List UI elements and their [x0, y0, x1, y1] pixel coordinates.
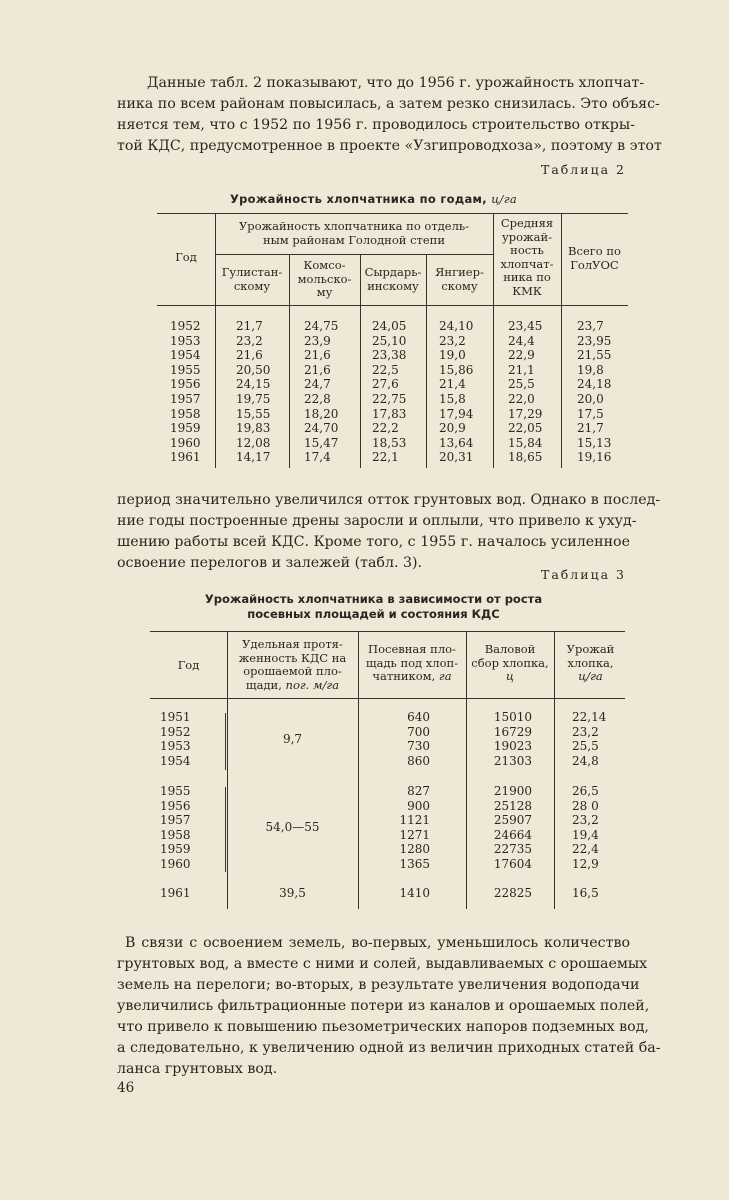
table3-cell: 25128 [493, 798, 532, 813]
text-line: шению работы всей КДС. Кроме того, с 1955 г. началось усиленное [117, 534, 630, 550]
header-line: Янгиер- [435, 265, 484, 279]
table3-years-group2 [160, 784, 191, 872]
table2-cell: 22,8 [304, 391, 331, 406]
table2-column-syrdarya [372, 319, 406, 465]
title-line: Урожайность хлопчатника в зависимости от роста [204, 592, 543, 606]
table2-divider [215, 213, 216, 468]
header-line: Посевная пло- [368, 642, 456, 656]
table3-cell: 900 [407, 798, 430, 813]
table2-cell: 23,2 [439, 333, 466, 348]
header-line: орошаемой пло- [243, 664, 342, 678]
header-line: скому [441, 278, 478, 293]
table2-header-komsomol [289, 259, 360, 300]
table2-header-year: Год [175, 250, 197, 264]
table2-cell: 25,5 [508, 377, 535, 392]
table2-cell: 15,47 [304, 435, 339, 450]
table3-cell: 16,5 [572, 886, 599, 900]
header-text: щади, [245, 677, 282, 692]
table3-cell-year: 1958 [160, 827, 191, 842]
table2-cell: 18,65 [508, 450, 543, 465]
table2-header-syrdarya [360, 266, 426, 293]
header-line: щадь под хлоп- [365, 655, 459, 670]
table3-kds-group3: 39,5 [279, 886, 306, 900]
table2-cell: 22,75 [372, 391, 407, 406]
table3-gross-group2 [480, 784, 532, 872]
table2-cell: 12,08 [236, 435, 271, 450]
table2-cell: 21,1 [508, 362, 535, 377]
text-line: ние годы построенные дрены заросли и оплыли, что привело к ухуд- [117, 513, 637, 529]
table3-cell: 827 [407, 784, 430, 798]
header-line: КМК [512, 283, 542, 298]
table3-cell: 640 [407, 710, 430, 724]
text-line: освоение перелогов и залежей (табл. 3). [117, 555, 423, 571]
table2-cell: 19,8 [577, 362, 604, 377]
table3-cell: 17604 [493, 856, 532, 871]
header-line: ника по [503, 270, 551, 284]
table3-cell: 22825 [493, 886, 532, 900]
header-unit: га [438, 669, 452, 683]
table2-cell: 13,64 [439, 435, 474, 450]
table3-cell-year: 1952 [160, 724, 191, 739]
text-line: Данные табл. 2 показывают, что до 1956 г. урожайность хлопчат- [147, 75, 645, 91]
table2-column-yangier [439, 319, 473, 465]
table3-area-group3 [380, 886, 430, 901]
table2-cell: 17,29 [508, 406, 543, 421]
table2-cell: 15,8 [439, 391, 466, 406]
table2-cell: 18,20 [304, 406, 339, 421]
table3-header-year: Год [177, 658, 200, 672]
table3-cell: 22735 [493, 842, 532, 857]
table2-cell: 20,9 [439, 421, 466, 436]
table2-cell: 22,5 [372, 362, 399, 377]
table2-cell-year: 1960 [170, 435, 201, 450]
text-line: ника по всем районам повысилась, а затем резко снизилась. Это объяс- [117, 96, 660, 112]
text-line: той КДС, предусмотренное в проекте «Узгипроводхоза», поэтому в этот [117, 138, 662, 154]
table2-column-gulistan [236, 319, 270, 465]
table3-gross-group1 [480, 710, 532, 768]
table2-title-unit: ц/га [491, 192, 517, 206]
table2-label: Таблица 2 [540, 162, 626, 177]
table2-header-group [215, 220, 493, 247]
table3-cell: 15010 [493, 710, 532, 724]
title-line: посевных площадей и состояния КДС [247, 607, 500, 621]
table3-kds-group2: 54,0—55 [265, 820, 320, 834]
header-text: чатником, [372, 669, 436, 683]
table2-cell: 20,50 [236, 362, 271, 377]
table2-cell-year: 1955 [170, 362, 201, 377]
table3-cell: 25,5 [572, 739, 599, 754]
header-line: му [316, 285, 333, 299]
table2-cell: 20,0 [577, 391, 604, 406]
table2-cell: 15,86 [439, 362, 474, 377]
table2-cell: 19,16 [577, 450, 612, 465]
table2-group-rule [215, 254, 493, 255]
table3-cell: 23,2 [572, 813, 599, 828]
table2-cell: 22,05 [508, 421, 543, 436]
text-line: а следовательно, к увеличению одной из величин приходных статей ба- [117, 1040, 661, 1056]
table3-area-group2 [380, 784, 430, 872]
table2-header-total [561, 245, 628, 272]
table2-title-text: Урожайность хлопчатника по годам, [229, 192, 487, 206]
table3-cell: 25907 [493, 813, 532, 828]
table2-cell-year: 1961 [170, 450, 201, 465]
outro-paragraph [117, 933, 661, 1080]
header-line: Всего по [568, 244, 621, 258]
table2-cell-year: 1958 [170, 406, 201, 421]
header-line: Гулистан- [221, 265, 283, 279]
header-line: ность [510, 243, 544, 257]
table3-yield-group3 [572, 886, 599, 901]
header-line [358, 670, 466, 684]
table3-cell: 1280 [399, 842, 430, 857]
table3-cell: 19023 [493, 739, 532, 754]
header-line [227, 679, 358, 693]
table3-label: Таблица 3 [540, 567, 626, 582]
table2-cell: 15,84 [508, 435, 543, 450]
header-line: Средняя [500, 216, 554, 230]
table2-header-kmk [493, 217, 561, 298]
table3-cell: 23,2 [572, 724, 599, 739]
header-unit: ц/га [578, 669, 603, 683]
header-line: Удельная протя- [242, 637, 343, 651]
table2-cell: 17,94 [439, 406, 474, 421]
table3-cell-year: 1959 [160, 842, 191, 857]
table2-cell: 23,45 [508, 319, 543, 333]
table2-cell: 24,10 [439, 319, 474, 333]
table3-cell: 24664 [493, 827, 532, 842]
header-line: сбор хлопка, [471, 655, 549, 670]
header-line: Комсо- [303, 258, 346, 272]
table3-kds-group1: 9,7 [282, 732, 303, 746]
table2-column-kmk [508, 319, 542, 465]
header-unit: пог. м/га [285, 677, 340, 692]
table2-cell: 21,6 [304, 362, 331, 377]
page-number: 46 [117, 1080, 135, 1096]
table3-cell-year: 1957 [160, 813, 191, 828]
header-line: ГолУОС [570, 257, 619, 272]
table3-cell-year: 1956 [160, 798, 191, 813]
table2-cell: 19,0 [439, 348, 466, 363]
table3-cell: 730 [407, 739, 430, 754]
table3-cell: 12,9 [572, 856, 599, 871]
table2-title [117, 192, 630, 207]
text-line: увеличились фильтрационные потери из каналов и орошаемых полей, [117, 998, 650, 1014]
table3-header-gross [466, 643, 554, 684]
header-line: Сырдарь- [364, 265, 422, 279]
table3-cell: 24,8 [572, 753, 599, 768]
table3-cell-year: 1951 [160, 710, 191, 724]
table3-cell: 22,14 [572, 710, 607, 724]
table2-cell: 17,5 [577, 406, 604, 421]
text-line: земель на перелоги; во-вторых, в результате увеличения водоподачи [117, 977, 640, 993]
header-line: женность КДС на [238, 650, 347, 665]
table2-cell: 24,15 [236, 377, 271, 392]
table3-cell: 16729 [493, 724, 532, 739]
table2-cell: 24,05 [372, 319, 407, 333]
table2-cell: 15,13 [577, 435, 612, 450]
header-line: Урожайность хлопчатника по отдель- [238, 219, 470, 233]
header-line: урожай- [501, 229, 553, 244]
table2-cell: 14,17 [236, 450, 271, 465]
header-line: мольско- [297, 271, 352, 286]
header-line: Урожай [566, 642, 615, 656]
table3-cell: 700 [407, 724, 430, 739]
table3-cell: 1365 [399, 856, 430, 871]
header-line: ным районам Голодной степи [262, 232, 446, 247]
table2-cell: 21,6 [304, 348, 331, 363]
middle-paragraph [117, 490, 661, 574]
table2-cell: 22,0 [508, 391, 535, 406]
table3-gross-group3 [480, 886, 532, 901]
table2-cell: 24,70 [304, 421, 339, 436]
table3-title [117, 592, 630, 622]
table3-cell: 1271 [399, 827, 430, 842]
table3-cell-year: 1953 [160, 739, 191, 754]
table3-cell-year: 1954 [160, 753, 191, 768]
header-line: инскому [367, 278, 419, 293]
table2-cell: 17,4 [304, 450, 331, 465]
table2-cell: 24,7 [304, 377, 331, 392]
table3-cell: 1121 [399, 813, 430, 828]
table2-cell: 22,9 [508, 348, 535, 363]
text-line: грунтовых вод, а вместе с ними и солей, выдавливаемых с орошаемых [117, 956, 648, 972]
header-line: скому [233, 278, 271, 293]
table3-header-yield [554, 643, 627, 684]
table2-cell: 15,55 [236, 406, 271, 421]
table3-cell: 1410 [399, 886, 430, 900]
header-line: Валовой [484, 642, 536, 656]
table2-column-total [577, 319, 611, 465]
table2-cell-year: 1956 [170, 377, 201, 392]
table2-cell: 23,38 [372, 348, 407, 363]
table3-brace [221, 787, 226, 872]
table2-cell: 23,95 [577, 333, 612, 348]
table2-cell: 22,1 [372, 450, 399, 465]
table3-cell: 19,4 [572, 827, 599, 842]
table2-cell: 23,2 [236, 333, 263, 348]
table2-cell-year: 1957 [170, 391, 201, 406]
text-line: В связи с освоением земель, во-первых, уменьшилось количество [125, 935, 630, 951]
table3-cell-year: 1960 [160, 856, 191, 871]
table2-cell: 21,6 [236, 348, 263, 363]
table2-header-gulistan [215, 266, 289, 293]
text-line: период значительно увеличился отток грунтовых вод. Однако в послед- [117, 492, 661, 508]
table2-cell-year: 1954 [170, 348, 201, 363]
intro-paragraph [117, 73, 662, 157]
header-line: хлопчат- [500, 256, 554, 271]
table3-cell: 21900 [493, 784, 532, 798]
table3-header-area [358, 643, 466, 684]
table2-column-komsomol [304, 319, 338, 465]
table2-cell: 22,2 [372, 421, 399, 436]
table3-header-kds [227, 638, 358, 692]
table2-column-year [170, 319, 201, 465]
table2-cell: 24,75 [304, 319, 339, 333]
table2-header-rule [157, 305, 628, 306]
header-line: хлопка, [567, 655, 614, 670]
table2-cell-year: 1952 [170, 319, 201, 333]
table2-top-rule [157, 213, 628, 214]
table2-cell-year: 1953 [170, 333, 201, 348]
table3-cell-year: 1955 [160, 784, 191, 798]
text-line: няется тем, что с 1952 по 1956 г. проводилось строительство откры- [117, 117, 635, 133]
table2-cell: 18,53 [372, 435, 407, 450]
table3-years-group1 [160, 710, 191, 768]
table2-cell: 19,75 [236, 391, 271, 406]
table2-cell: 21,7 [577, 421, 604, 436]
table3-cell: 21303 [493, 753, 532, 768]
table2-cell: 25,10 [372, 333, 407, 348]
table3-years-group3 [160, 886, 191, 901]
table2-cell: 19,83 [236, 421, 271, 436]
table3-cell-year: 1961 [160, 886, 191, 900]
table3-cell: 28 0 [572, 798, 599, 813]
table3-yield-group1 [572, 710, 606, 768]
table2-header-yangier [426, 266, 493, 293]
table2-cell: 23,9 [304, 333, 331, 348]
table2-cell-year: 1959 [170, 421, 201, 436]
table2-cell: 21,7 [236, 319, 263, 333]
table3-area-group1 [380, 710, 430, 768]
table2-cell: 23,7 [577, 319, 604, 333]
table3-cell: 26,5 [572, 784, 599, 798]
table2-cell: 17,83 [372, 406, 407, 421]
text-line: что привело к повышению пьезометрических напоров подземных вод, [117, 1019, 649, 1035]
table2-cell: 24,4 [508, 333, 535, 348]
table2-cell: 20,31 [439, 450, 474, 465]
header-unit: ц [505, 669, 515, 683]
table3-cell: 22,4 [572, 842, 599, 857]
table2-cell: 21,4 [439, 377, 466, 392]
table3-yield-group2 [572, 784, 599, 872]
table2-cell: 21,55 [577, 348, 612, 363]
table3-brace [221, 713, 226, 770]
table2-cell: 24,18 [577, 377, 612, 392]
table3-cell: 860 [407, 753, 430, 768]
text-line: ланса грунтовых вод. [117, 1061, 278, 1077]
table2-cell: 27,6 [372, 377, 399, 392]
